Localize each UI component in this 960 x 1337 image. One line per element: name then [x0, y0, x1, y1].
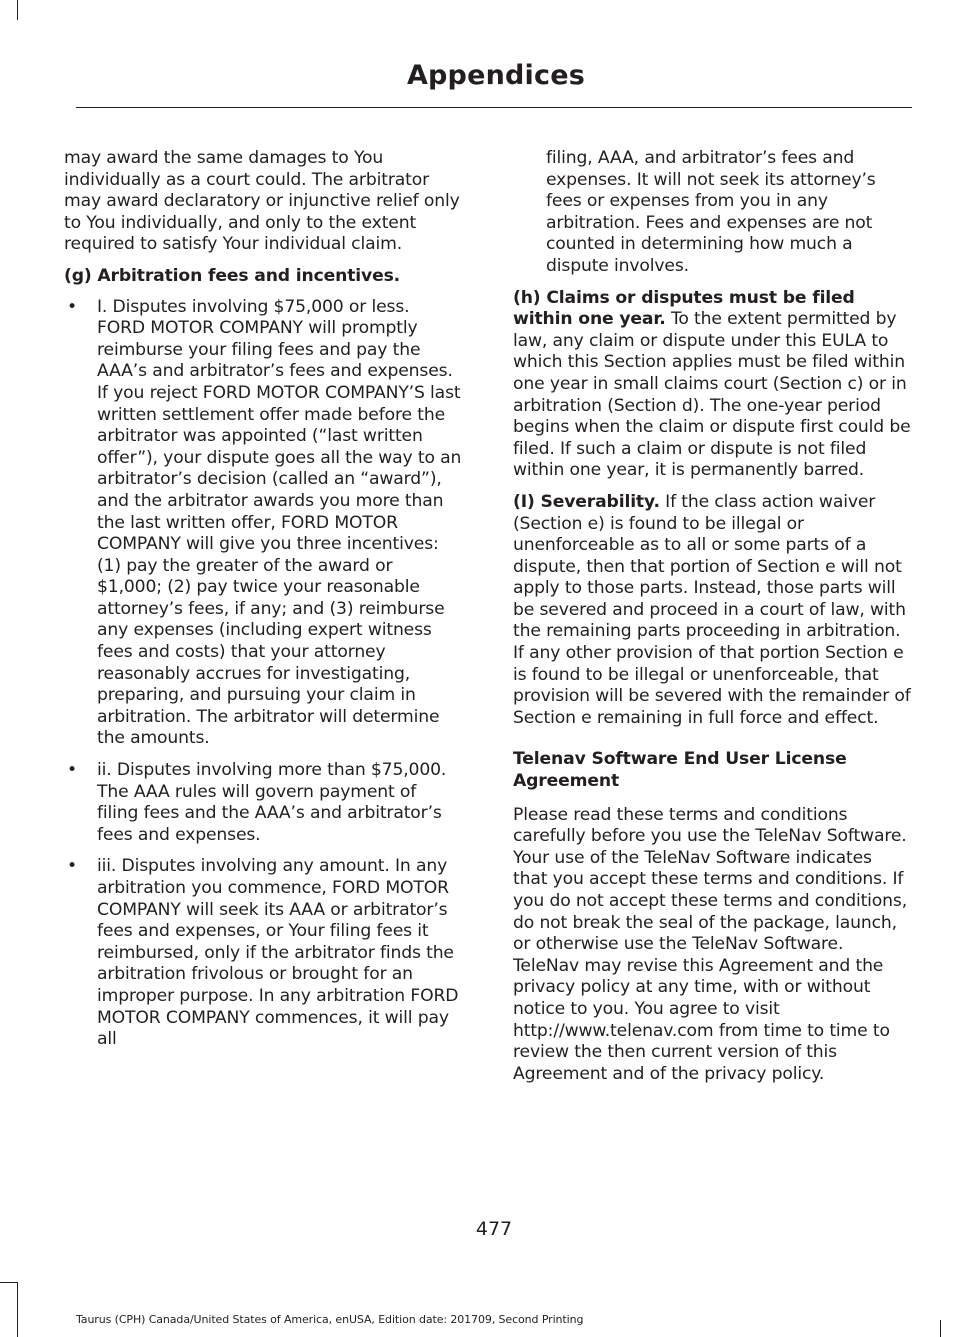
bullet-icon: •: [67, 856, 77, 877]
list-item: [64, 856, 462, 1050]
bullet-icon: •: [67, 296, 77, 317]
list-item-text: I. Disputes involving $75,000 or less. FORD MOTOR COMPANY will promptly reimburse your filing fees and pay the AAA’s and arbitrator’s fees and expenses. If you reject FORD MOTOR COMPANY’S last written settlement offer made before the arbitrator was appointed (“last written offer”), your dispute goes all the way to an arbitrator’s decision (called an “award”), and the arbitrator awards you more than the last written offer, FORD MOTOR COMPANY will give you three incentives: (1) pay the greater of the award or $1,000; (2) pay twice your reasonable attorney’s fees, if any; and (3) reimburse any expenses (including expert witness fees and costs) that your attorney reasonably accrues for investigating, preparing, and pursuing your claim in arbitration. The arbitrator will determine the amounts.: [97, 296, 462, 749]
label-claims-one-year: (h) Claims or disputes must be filed within one year.: [513, 287, 855, 330]
label-severability: (I) Severability.: [513, 491, 660, 512]
crop-mark-bottom-left: [17, 1282, 18, 1337]
crop-mark-bottom-left-h: [0, 1282, 18, 1283]
right-column: [513, 148, 911, 1095]
paragraph-award: may award the same damages to You individually as a court could. The arbitrator may award declaratory or injunctive relief only to You individually, and only to the extent required to satisfy Your individual claim.: [64, 148, 460, 255]
text-severability: If the class action waiver (Section e) is found to be illegal or unenforceable as to all or some parts of a dispute, then that portion of Section e will not apply to those parts. Instead, those parts will be severed and proceed in a court of law, with the remaining parts proceeding in arbitration. If any other provision of that portion Section e is found to be illegal or unenforceable, that provision will be severed with the remainder of Section e remaining in full force and effect.: [513, 491, 911, 728]
fees-list: [64, 297, 462, 1051]
paragraph-severability: [513, 492, 911, 730]
bullet-icon: •: [67, 760, 77, 781]
crop-mark-bottom-right: [940, 1320, 941, 1337]
page-title: Appendices: [406, 60, 585, 91]
list-item: [64, 297, 462, 750]
section-title-telenav: Telenav Software End User License Agreement: [513, 749, 847, 792]
footer-edition-info: Taurus (CPH) Canada/United States of America, enUSA, Edition date: 201709, Second Printing: [76, 1313, 584, 1326]
list-item-continuation: filing, AAA, and arbitrator’s fees and expenses. It will not seek its attorney’s fees or expenses from you in any arbitration. Fees and expenses are not counted in determining how much a dispute involves.: [546, 148, 876, 276]
list-item-text: iii. Disputes involving any amount. In any arbitration you commence, FORD MOTOR COMPANY will seek its AAA or arbitrator’s fees and expenses, or Your filing fees it reimbursed, only if the arbitrator finds the arbitration frivolous or brought for an improper purpose. In any arbitration FORD MOTOR COMPANY commences, it will pay all: [97, 856, 459, 1050]
page-number: 477: [475, 1218, 513, 1240]
list-item-text: ii. Disputes involving more than $75,000. The AAA rules will govern payment of filing fees and the AAA’s and arbitrator’s fees and expenses.: [97, 760, 447, 845]
header-divider: [76, 107, 912, 108]
list-item: [64, 760, 462, 846]
text-claims-one-year: To the extent permitted by law, any claim or dispute under this EULA to which this Section applies must be filed within one year in small claims court (Section c) or in arbitration (Section d). The one-year period begins when the claim or dispute first could be filed. If such a claim or dispute is not filed within one year, it is permanently barred.: [513, 309, 911, 481]
crop-mark-top-left: [17, 0, 18, 20]
left-column: [64, 148, 462, 1061]
heading-arbitration-fees: (g) Arbitration fees and incentives.: [64, 265, 401, 286]
paragraph-telenav: Please read these terms and conditions carefully before you use the TeleNav Software. Your use of the TeleNav Software indicates that you accept these terms and conditions. If you do not accept these terms and conditions, do not break the seal of the package, launch, or otherwise use the TeleNav Software. TeleNav may revise this Agreement and the privacy policy at any time, with or without notice to you. You agree to visit http://www.telenav.com from time to time to review the then current version of this Agreement and of the privacy policy.: [513, 804, 908, 1084]
paragraph-claims-one-year: [513, 288, 911, 482]
